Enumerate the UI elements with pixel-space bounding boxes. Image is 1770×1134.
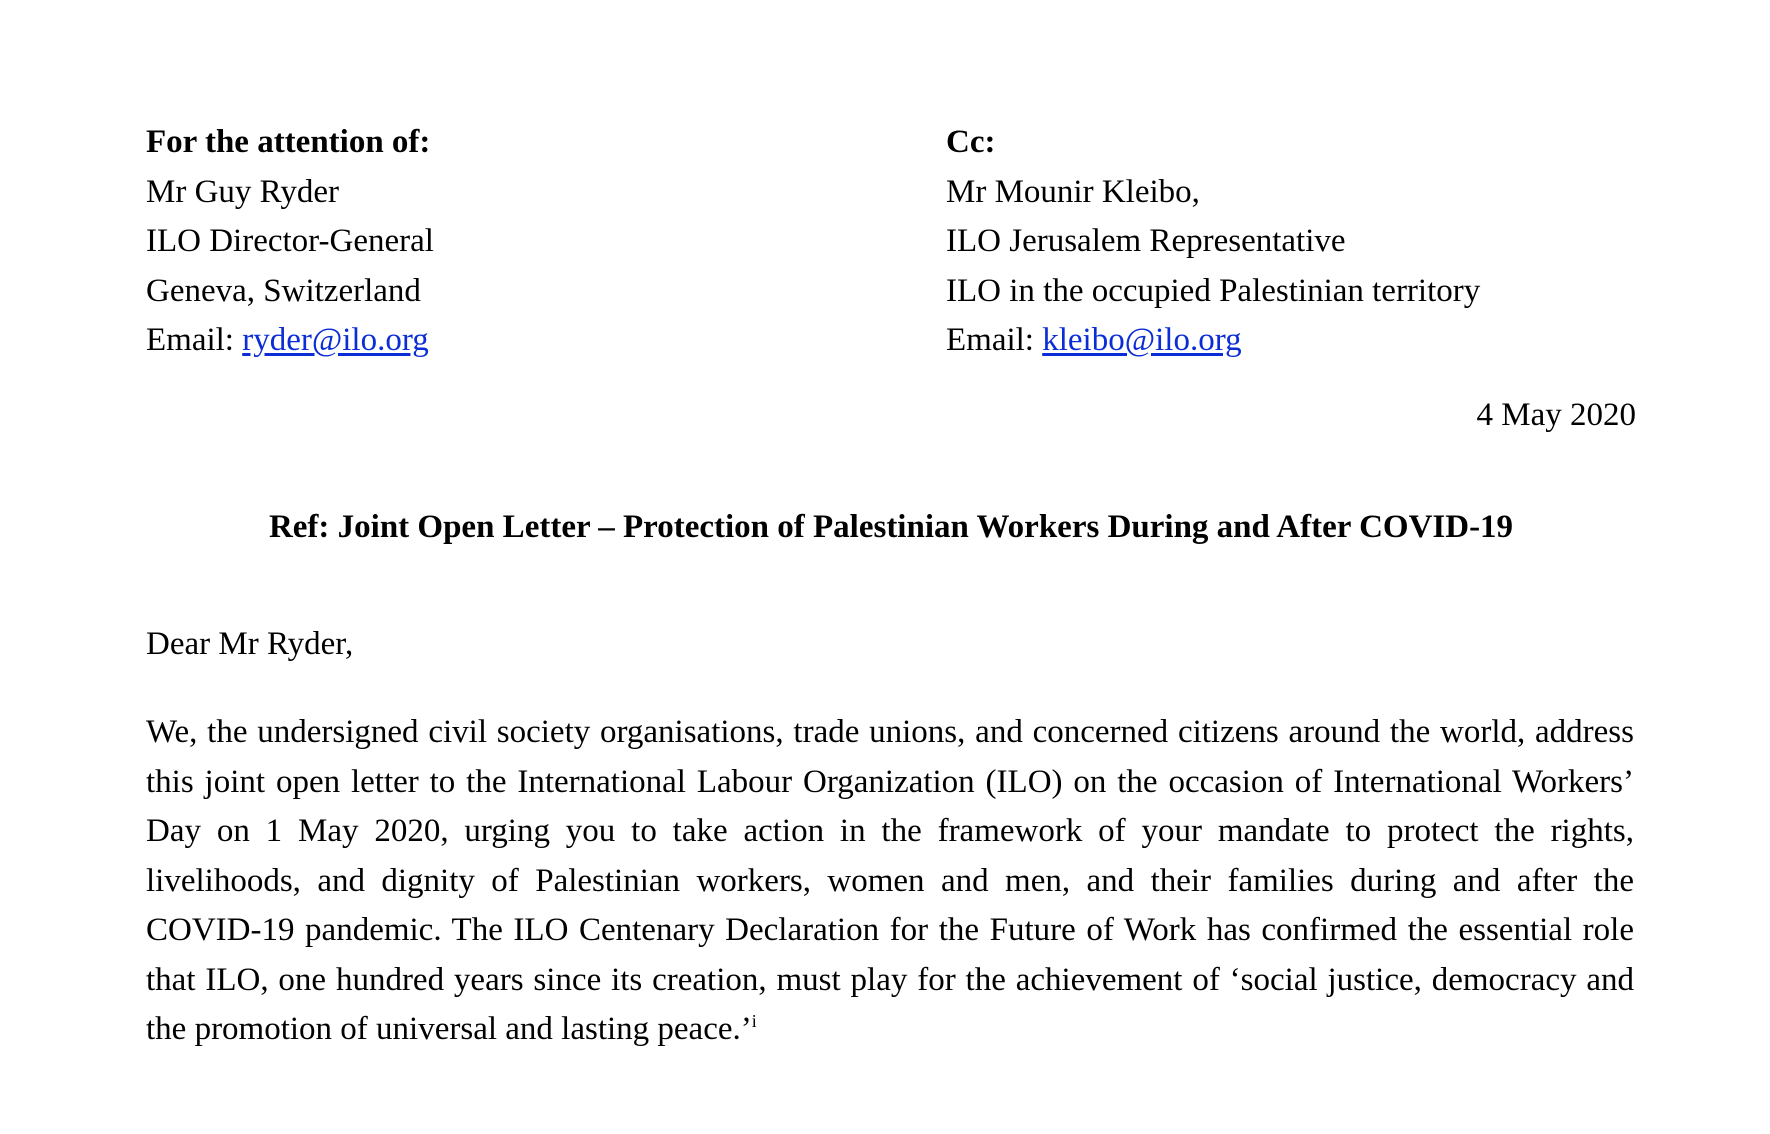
cc-block xyxy=(946,118,1666,366)
cc-name: Mr Mounir Kleibo, xyxy=(946,173,1200,210)
cc-location: ILO in the occupied Palestinian territory xyxy=(946,272,1481,309)
attention-location: Geneva, Switzerland xyxy=(146,272,421,309)
attention-email-link[interactable]: ryder@ilo.org xyxy=(242,322,429,358)
cc-title: ILO Jerusalem Representative xyxy=(946,223,1346,259)
attention-heading: For the attention of: xyxy=(146,124,431,160)
cc-email-line xyxy=(946,316,1666,366)
letter-date: 4 May 2020 xyxy=(1476,397,1636,433)
body-paragraph xyxy=(146,708,1634,1055)
attention-email-label: Email: xyxy=(146,322,234,358)
cc-heading: Cc: xyxy=(946,124,996,160)
attention-block xyxy=(146,118,846,366)
salutation: Dear Mr Ryder, xyxy=(146,626,354,662)
cc-email-link[interactable]: kleibo@ilo.org xyxy=(1042,322,1242,358)
cc-email-label: Email: xyxy=(946,322,1034,358)
reference-line: Ref: Joint Open Letter – Protection of Palestinian Workers During and After COVID-19 xyxy=(268,509,1514,545)
attention-name: Mr Guy Ryder xyxy=(146,173,339,210)
attention-title: ILO Director-General xyxy=(146,223,434,259)
body-paragraph-text: We, the undersigned civil society organisations, trade unions, and concerned citizens around the world, address this joint open letter to the International Labour Organization (ILO) on the occasion of International Workers’ Day on 1 May 2020, urging you to take action in the framework of your mandate to protect the rights, livelihoods, and dignity of Palestinian workers, women and men, and their families during and after the COVID-19 pandemic. The ILO Centenary Declaration for the Future of Work has confirmed the essential role that ILO, one hundred years since its creation, must play for the achievement of ‘social justice, democracy and the promotion of universal and lasting peace.’ xyxy=(146,714,1634,1047)
footnote-marker[interactable]: i xyxy=(751,1011,757,1031)
attention-email-line xyxy=(146,316,846,366)
